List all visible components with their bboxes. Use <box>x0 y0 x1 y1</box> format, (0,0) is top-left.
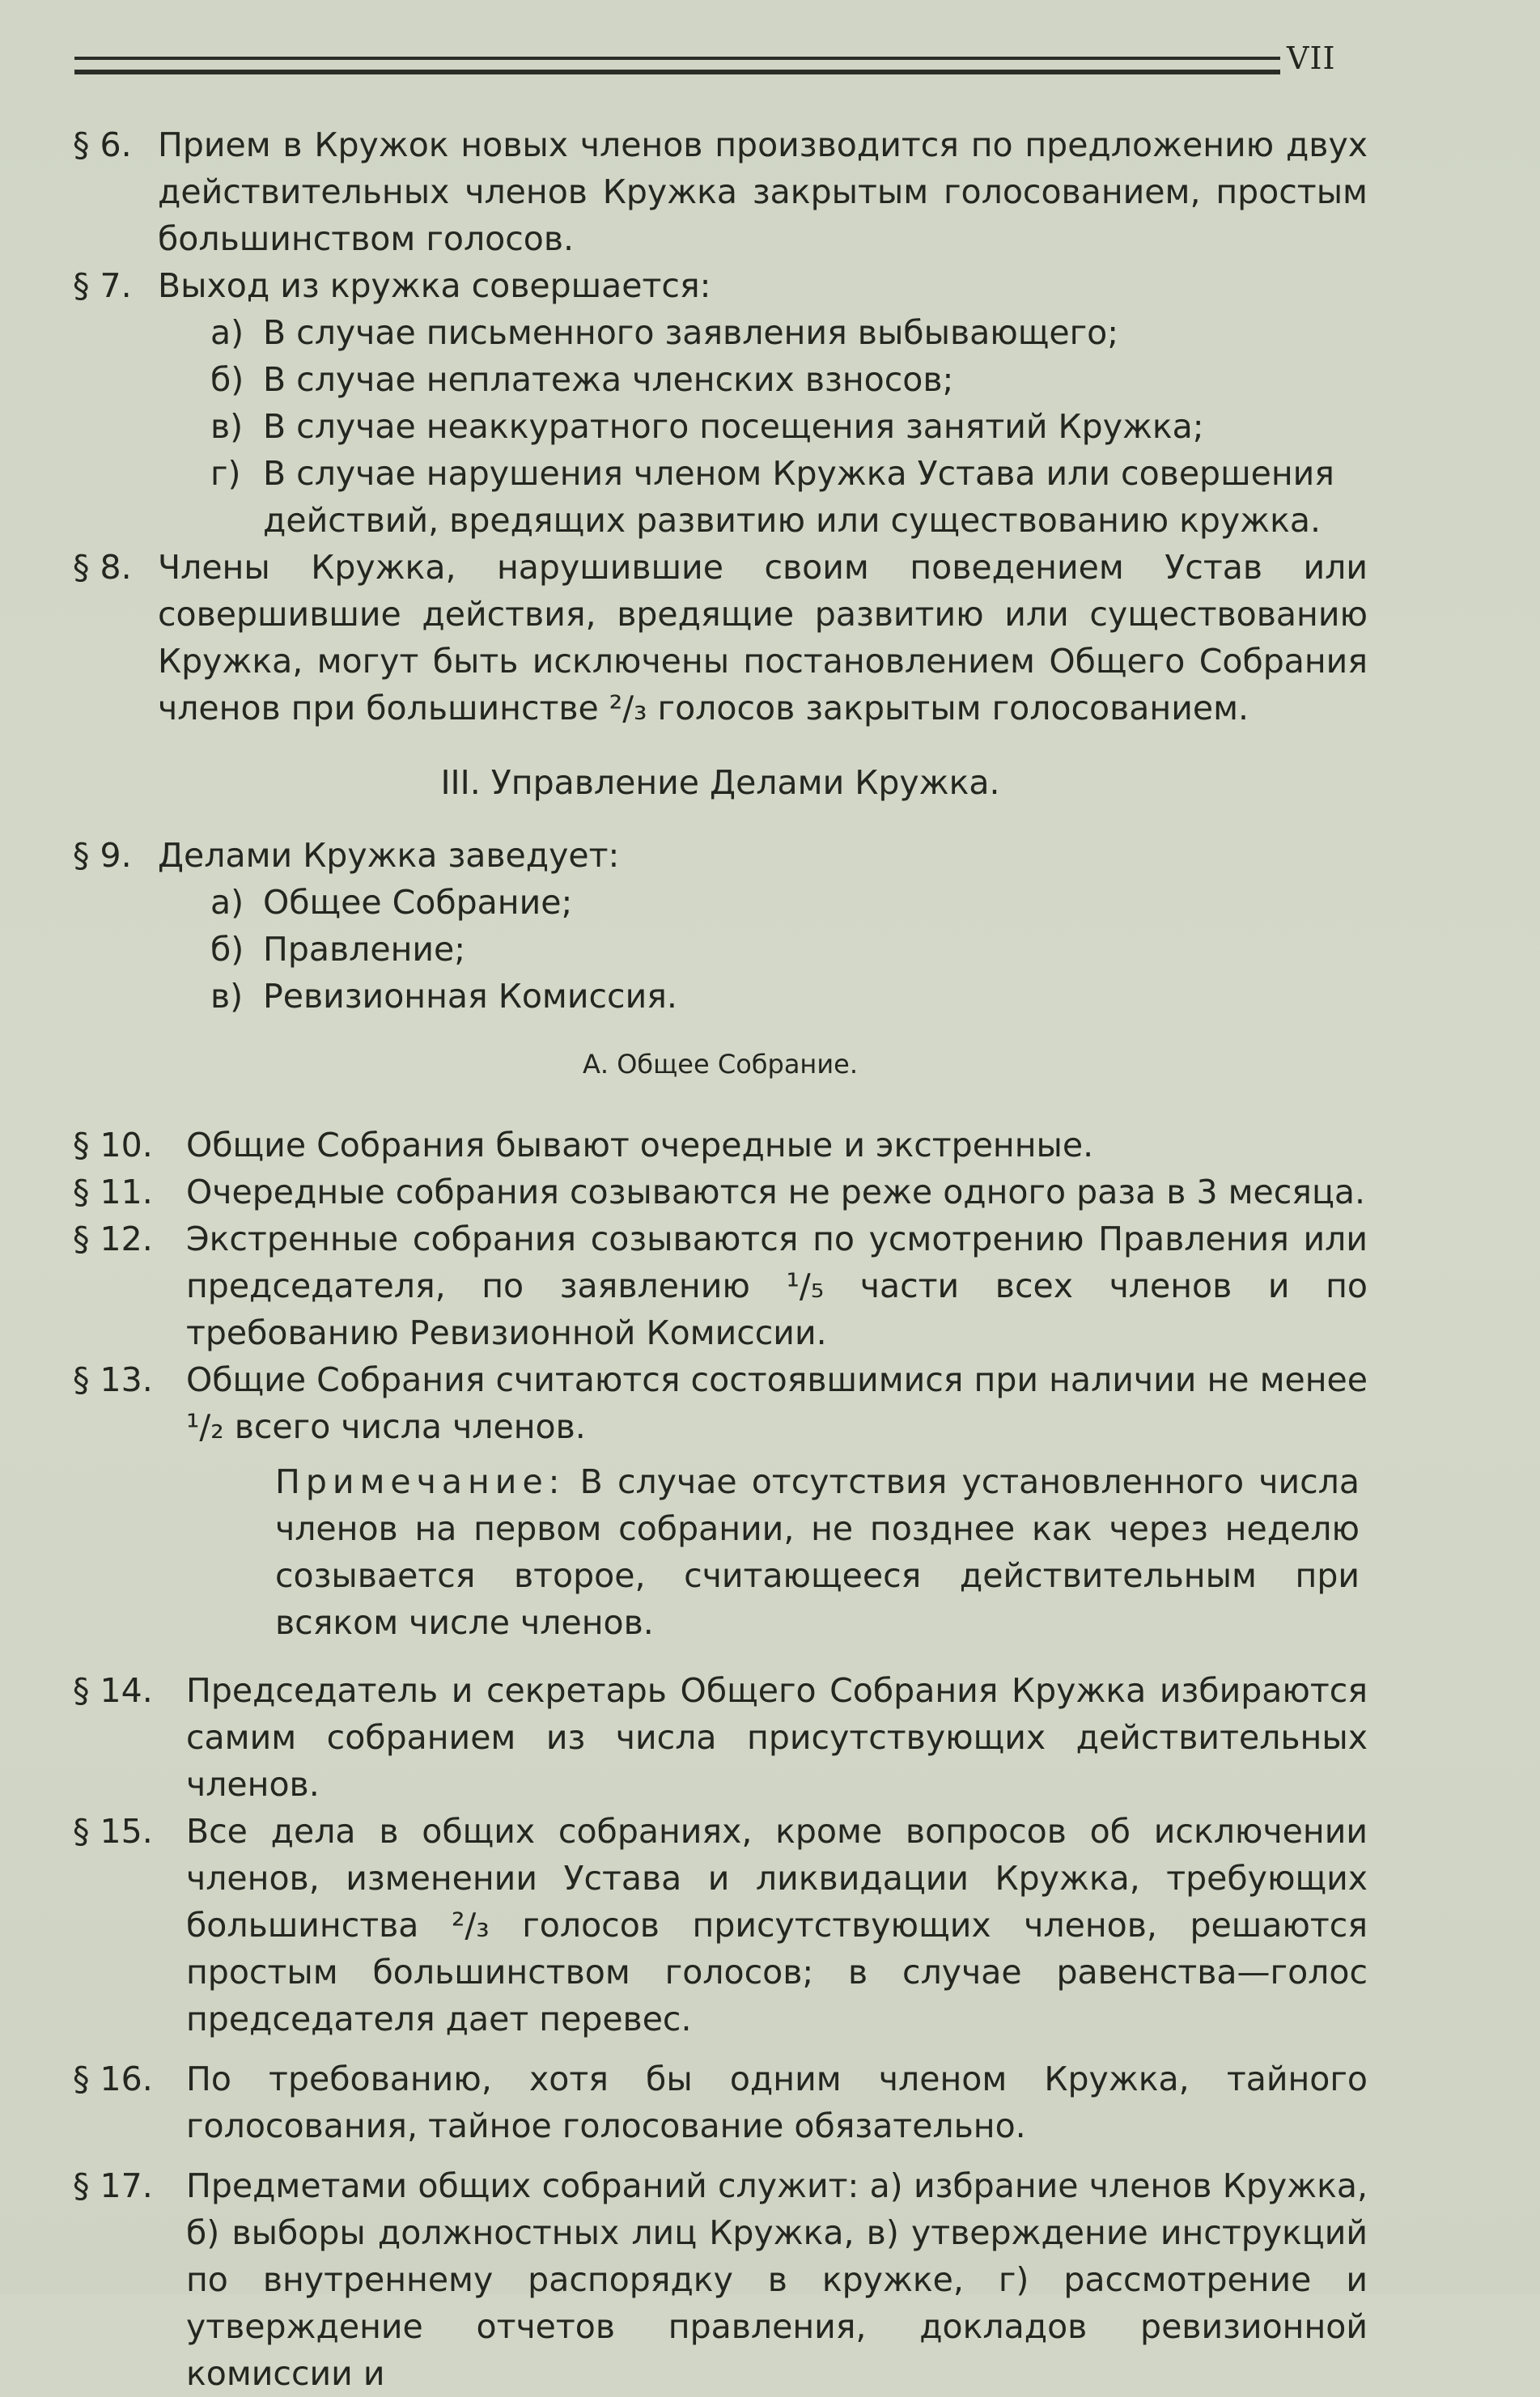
section-text: Все дела в общих собраниях, кроме вопросов об исключении членов, изменении Устава и ликвидации Кружка, требующих большинства ²/₃ голосов присутствующих членов, решаются простым большинством голосов; в случае равенства—голос председателя дает перевес. <box>186 1812 1368 2039</box>
section-text: Делами Кружка заведует: <box>158 836 620 875</box>
subsection-heading: А. Общее Собрание. <box>583 1049 858 1080</box>
section-number: § 12. <box>73 1220 153 1258</box>
item-text: В случае письменного заявления выбывающего; <box>263 313 1119 352</box>
section-14 <box>73 1667 1368 1808</box>
section-number: § 13. <box>73 1360 153 1399</box>
list-item <box>73 356 1368 403</box>
section-15 <box>73 1808 1368 2043</box>
section-number: § 9. <box>73 836 132 875</box>
section-text: По требованию, хотя бы одним членом Кружка, тайного голосования, тайное голосование обязательно. <box>186 2060 1368 2145</box>
section-number: § 6. <box>73 125 132 164</box>
section-13 <box>73 1356 1368 1450</box>
section-11 <box>73 1169 1368 1215</box>
section-text: Общие Собрания бывают очередные и экстренные. <box>186 1126 1094 1165</box>
header-rule-thick <box>74 70 1280 74</box>
section-6 <box>73 121 1368 262</box>
section-text: Экстренные собрания созываются по усмотрению Правления или председателя, по заявлению ¹/₅ части всех членов и по требованию Ревизионной Комиссии. <box>186 1220 1368 1352</box>
section-17 <box>73 2162 1368 2397</box>
section-8 <box>73 544 1368 732</box>
section-number: § 7. <box>73 266 132 305</box>
list-item <box>73 450 1368 544</box>
note-text: В случае отсутствия установленного числа членов на первом собрании, не позднее как через неделю созывается второе, считающееся действительным при всяком числе членов. <box>275 1462 1360 1642</box>
item-letter: б) <box>210 360 244 399</box>
section-text: Председатель и секретарь Общего Собрания Кружка избираются самим собранием из числа присутствующих действительных членов. <box>186 1671 1368 1804</box>
page-number: VII <box>1287 40 1336 76</box>
item-text: Ревизионная Комиссия. <box>263 977 677 1016</box>
list-item <box>73 879 1368 926</box>
section-number: § 11. <box>73 1173 153 1211</box>
section-text: Члены Кружка, нарушившие своим поведением Устав или совершившие действия, вредящие развитию или существованию Кружка, могут быть исключены постановлением Общего Собрания членов при большинстве ²/₃ голосов закрытым голосованием. <box>158 548 1368 728</box>
document-body <box>73 121 1368 2397</box>
item-text: В случае неаккуратного посещения занятий Кружка; <box>263 407 1204 446</box>
section-10 <box>73 1122 1368 1169</box>
item-text: Правление; <box>263 930 466 969</box>
item-letter: а) <box>210 313 244 352</box>
list-item <box>73 973 1368 1020</box>
chapter-heading: III. Управление Делами Кружка. <box>440 763 1000 802</box>
section-text: Очередные собрания созываются не реже одного раза в 3 месяца. <box>186 1173 1366 1211</box>
section-9 <box>73 832 1368 879</box>
section-text: Выход из кружка совершается: <box>158 266 711 305</box>
item-letter: г) <box>210 454 241 493</box>
item-text: В случае нарушения членом Кружка Устава или совершения действий, вредящих развитию или существованию кружка. <box>263 454 1334 540</box>
note-label: Примечание: <box>275 1462 566 1501</box>
section-number: § 17. <box>73 2166 153 2205</box>
section-number: § 8. <box>73 548 132 587</box>
section-text: Прием в Кружок новых членов производится по предложению двух действительных членов Кружка закрытым голосованием, простым большинством голосов. <box>158 125 1368 258</box>
item-letter: а) <box>210 883 244 922</box>
item-text: В случае неплатежа членских взносов; <box>263 360 954 399</box>
list-item <box>73 926 1368 973</box>
section-number: § 16. <box>73 2060 153 2098</box>
section-16 <box>73 2055 1368 2149</box>
section-text: Предметами общих собраний служит: а) избрание членов Кружка, б) выборы должностных лиц Кружка, в) утверждение инструкций по внутреннему распорядку в кружке, г) рассмотрение и утверждение отчетов правления, докладов ревизионной комиссии и <box>186 2166 1368 2393</box>
item-letter: в) <box>210 977 244 1016</box>
section-text: Общие Собрания считаются состоявшимися при наличии не менее ¹/₂ всего числа членов. <box>186 1360 1368 1446</box>
item-letter: б) <box>210 930 244 969</box>
note-block <box>73 1458 1368 1646</box>
section-number: § 14. <box>73 1671 153 1710</box>
header-rule-thin <box>74 57 1280 60</box>
section-7 <box>73 262 1368 309</box>
item-text: Общее Собрание; <box>263 883 573 922</box>
item-letter: в) <box>210 407 244 446</box>
section-number: § 10. <box>73 1126 153 1165</box>
list-item <box>73 309 1368 356</box>
list-item <box>73 403 1368 450</box>
section-12 <box>73 1215 1368 1356</box>
section-number: § 15. <box>73 1812 153 1851</box>
